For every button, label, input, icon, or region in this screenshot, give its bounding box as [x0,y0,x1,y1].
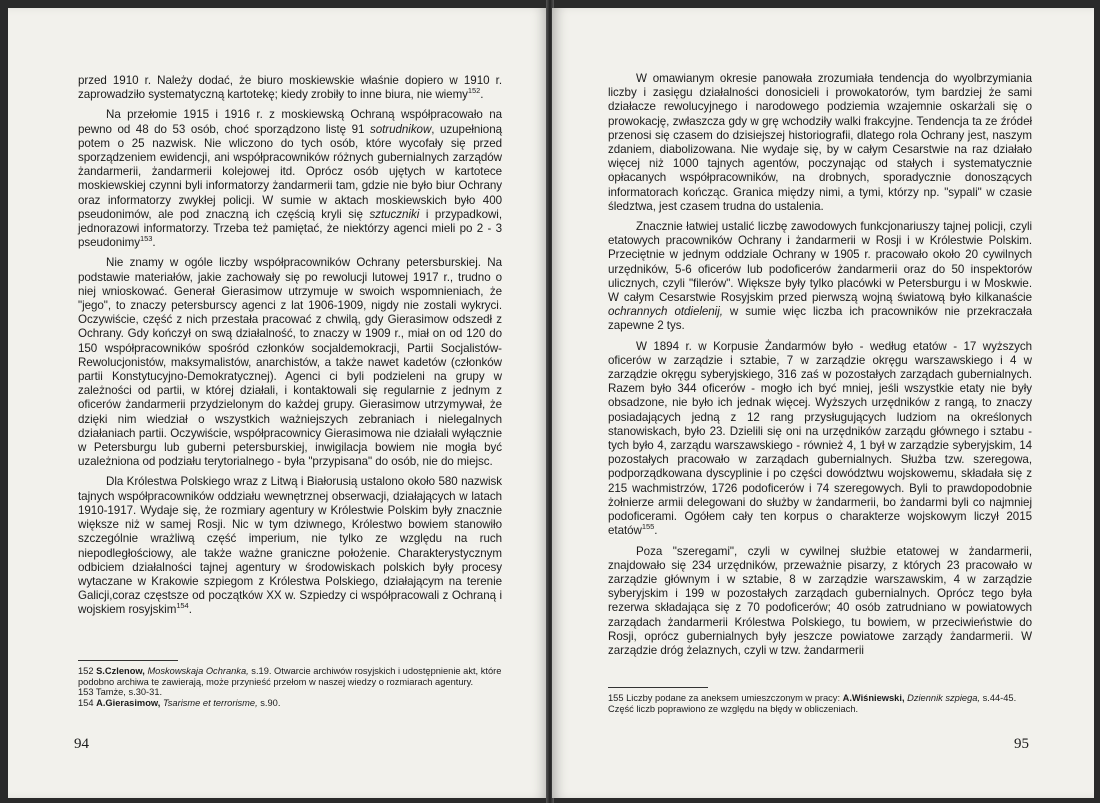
paragraph: Dla Królestwa Polskiego wraz z Litwą i Białorusią ustalono około 580 nazwisk tajnych współpracowników oddziału wewnętrznej obserwacji, działających w latach 1910-1917. Wydaje się, że rozmiary agentury w Królestwie Polskim były znacznie większe niż w samej Rosji. Nic w tym dziwnego, Królestwo bowiem stanowiło szczególnie wrażliwą część imperium, nie tylko ze względu na ruch niepodległościowy, ale także ważne graniczne położenie. Charakterystycznym odbiciem działalności tajnej agentury w środowiskach polskich były procesy wytaczane w Krakowie szpiegom z Królestwa Polskiego, działającym na terenie Galicji,coraz częstsze od początków XX w. Szpiedzy ci współpracowali z Ochraną i wojskiem rosyjskim$^{154}$. [78,475,502,617]
paragraph: Na przełomie 1915 i 1916 r. z moskiewską Ochraną współpracowało na pewno od 48 do 53 osób, choć sporządzono listę 91 sotrudnikow, uzupełnioną potem o 25 nazwisk. Nie wliczono do tych osób, które wycofały się przed sporządzeniem ewidencji, ani współpracowników różnych gubernialnych zarządów żandarmerii, żandarmerii kolejowej itd. Oprócz osób ujętych w kartotece moskiewskiej czynni byli informatorzy żandarmerii tam, gdzie nie było biur Ochrany oraz informatorzy zwykłej policji. W sumie w aktach moskiewskich było 400 pseudonimów, ale pod znaczną ich częścią kryli się sztuczniki i przypadkowi, jednorazowi informatorzy. Trzeba też pamiętać, że niektórzy agenci mieli po 2 - 3 pseudonimy$^{153}$. [78,108,502,250]
paragraph: Nie znamy w ogóle liczby współpracowników Ochrany petersburskiej. Na podstawie materiałów, jakie zachowały się po rewolucji lutowej 1917 r., trudno o niej wnioskować. Generał Gierasimow utrzymuje w swoich wspomnieniach, że "jego", to znaczy petersburscy agenci z lat 1906-1909, nigdy nie zostali wykryci. Oczywiście, część z nich przestała pracować z chwilą, gdy Gierasimow odszedł z Ochrany. Gdy kończył on swą działalność, to znaczy w 1909 r., miał on od 120 do 150 współpracowników spośród członków socjaldemokracji, Partii Socjalistów-Rewolucjonistów, maksymalistów, anarchistów, a także nawet kadetów (członków partii Konstytucyjno-Demokratycznej). Agenci ci byli podzieleni na grupy w zależności od partii, w której działali, i kontaktowali się regularnie z jednym z oficerów żandarmerii przydzielonym do każdej grupy. Gierasimow utrzymywał, że dzięki nim wiedział o wszystkich ważniejszych zebraniach i nielegalnych działaniach partii. Oczywiście, współpracownicy Gierasimowa nie działali wyłącznie w Petersburgu lub guberni petersburskiej, inwigilacja bowiem nie mogła być uzależniona od podziału terytorialnego - była "przypisana" do osób, nie do miejsc. [78,256,502,469]
page-number: 94 [74,736,89,752]
footnote-ref: 153 [140,234,153,244]
footnote-rule [78,660,178,661]
footnote-ref: 154 [176,601,189,611]
footnotes [78,666,502,708]
footnote-155: 155 Liczby podane za aneksem umieszczonym w pracy: A.Wiśniewski, Dziennik szpiega, s.44-45. Część liczb poprawiono ze względu na błędy w obliczeniach. [608,693,1017,714]
paragraph: Poza "szeregami", czyli w cywilnej służbie etatowej w żandarmerii, znajdowało się 234 urzędników, przeważnie pisarzy, z których 23 pracowało w zarządzie głównym i w sztabie, 8 w zarządzie warszawskim, 4 w zarządzie syberyjskim i 199 w pozostałych zarządach gubernialnych. Oprócz tego była rezerwa składająca się z 70 podoficerów; 40 osób zatrudniano w powiatowych zarządach żandarmerii Królestwa Polskiego, tu bowiem, w przeciwieństwie do Rosji, oprócz gubernialnych były jeszcze powiatowe zarządy żandarmerii. W zarządzie dróg żelaznych, czyli w tzw. żandarmerii [608,544,1032,657]
paragraph: W omawianym okresie panowała zrozumiała tendencja do wyolbrzymiania liczby i zasięgu działalności donosicieli i prowokatorów, tym bardziej że sami działacze rewolucyjnego i narodowego podziemia wzajemnie oskarżali się o prowokację, zwłaszcza gdy w grę wchodziły walki frakcyjne. Tendencja ta ze źródeł przenosi się czasem do dzisiejszej historiografii, dlatego rola Ochrany jest, naszym zdaniem, diabolizowana. Nie wydaje się, by w całym Cesarstwie na raz działało więcej niż 1000 tajnych agentów, poczynając od stałych i systematycznie opłacanych współpracowników, na drobnych, sporadycznie donoszących informatorach kończąc. Granica między nimi, a tymi, którzy np. "sypali" w czasie śledztwa, jest czasem trudna do ustalenia. [608,72,1032,213]
paragraph: przed 1910 r. Należy dodać, że biuro moskiewskie właśnie dopiero w 1910 r. zaprowadziło systematyczną kartotekę; kiedy zrobiły to inne biura, nie wiemy$^{152}$. [78,74,502,102]
footnote-152: 152 S.Czlenow, Moskowskaja Ochranka, s.19. Otwarcie archiwów rosyjskich i udostępnienie akt, które podobno archiwa te zawierają, może przynieść przełom w naszej wiedzy o rozmiarach agentury. [78,666,502,687]
paragraph: Znacznie łatwiej ustalić liczbę zawodowych funkcjonariuszy tajnej policji, czyli etatowych pracowników Ochrany i żandarmerii w Rosji i w Królestwie Polskim. Przeciętnie w jednym oddziale Ochrany w 1905 r. pracowało około 20 cywilnych urzędników, 5-6 oficerów lub podoficerów żandarmerii oraz do 50 inspektorów ulicznych, czyli "filerów". Większe były tylko placówki w Petersburgu i w Moskwie. W całym Cesarstwie Rosyjskim przed pierwszą wojną światową było kilkanaście ochrannych otdielenij, w sumie więc liczba ich pracowników nie przekraczała zapewne 2 tys. [608,220,1032,333]
left-body-text [78,74,502,624]
footnote-rule [608,687,708,688]
footnote-ref: 155 [641,522,655,532]
page-number: 95 [1014,736,1029,752]
footnote-ref: 152 [467,86,481,96]
footnotes [608,693,1038,714]
footnote-153: 153 Tamże, s.30-31. [78,687,163,698]
left-page [8,8,548,798]
right-body-text [608,72,1032,664]
footnote-154: 154 A.Gierasimow, Tsarisme et terrorisme, s.90. [78,697,281,708]
paragraph: W 1894 r. w Korpusie Żandarmów było - według etatów - 17 wyższych oficerów w zarządzie i sztabie, 7 w zarządzie okręgu warszawskiego i 4 w zarządzie okręgu syberyjskiego, 316 zaś w pozostałych zarządach gubernialnych. Razem było 344 oficerów - mogło ich być mniej, jeśli wszystkie etaty nie były obsadzone, nie było ich jednak więcej. Wyższych urzędników z rangą, to znaczy posiadających jedną z 12 rang przysługujących ludziom na określonych stanowiskach, było 23. Dzielili się oni na urzędników zarządu głównego i sztabu - tych było 4, zarządu warszawskiego - również 4, 1 był w zarządzie syberyjskim, 14 pozostałych pracowało w zarządach gubernialnych. Służba tzw. szeregowa, podporządkowana dyscyplinie i po części dowództwu wojskowemu, składała się z 215 wachmistrzów, 1726 podoficerów i 74 szeregowych. Byli to prawdopodobnie żołnierze armii delegowani do służby w żandarmerii, bo żandarmi byli co najmniej podoficerami. Ogółem cały ten korpus o charakterze wojskowym liczył 2015 etatów$^{155}$. [608,339,1032,538]
right-page [552,8,1094,798]
